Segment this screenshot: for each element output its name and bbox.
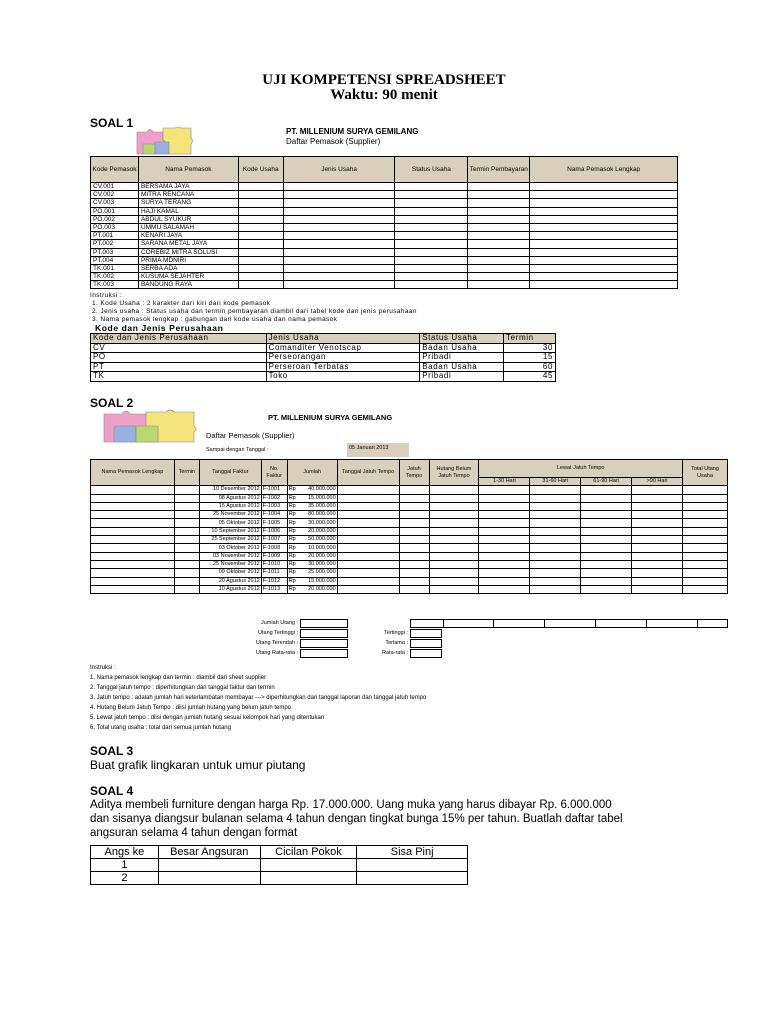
summary-total-row	[410, 619, 728, 628]
table-row: 15 Agustus 2012 F-1003 Rp 35.000.000	[91, 502, 728, 510]
summary-right-cell	[410, 639, 442, 648]
soal4-text: Aditya membeli furniture dengan harga Rp. 17.000.000. Uang muka yang harus dibayar Rp. 6.000.000 dan sisanya diangsur bulanan selama 4 tahun dengan tingkat bunga 15% per tahun. Buatlah daftar tabel angsuran selama 4 tahun dengan format	[90, 799, 623, 839]
col-kode-pemasok: Kode Pemasok	[91, 157, 139, 183]
soal1-instruksi-1: 1. Kode Usaha : 2 karakter dari kiri dari kode pemasok	[92, 300, 271, 307]
col-jenis-usaha: Jenis Usaha	[283, 157, 395, 183]
summary-label: Utang Rata-rata :	[255, 650, 298, 656]
table-row: 2	[91, 872, 468, 885]
table-row: 05 Oktober 2012 F-1005 Rp 30.000.000	[91, 519, 728, 527]
table-row: CV.003 SURYA TERANG	[91, 199, 678, 207]
ref-row: PT Perseroan Terbatas Badan Usaha 60	[91, 362, 556, 372]
table-row: 09 Oktober 2012 F-1011 Rp 25.000.000	[91, 569, 728, 577]
table-row: CV.001 BERSAMA JAYA	[91, 183, 678, 191]
summary-label: Utang Tertinggi :	[258, 630, 298, 636]
supplier-table-header	[91, 157, 678, 183]
table-row: 03 Oktober 2012 F-1008 Rp 10.000.000	[91, 544, 728, 552]
table-row: PT.002 SARANA METAL JAYA	[91, 240, 678, 248]
installment-table-header: Angs ke Besar Angsuran Cicilan Pokok Sisa Pinj	[91, 846, 468, 859]
debt-table-header: Nama Pemasok Lengkap Termin Tanggal Faktur No. Faktur Jumlah Tanggal Jatuh Tempo Jatuh Tempo Hutang Belum Jatuh Tempo Lewat Jatuh Tempo Total Utang Usaha	[91, 460, 728, 478]
soal1-instruksi-3: 3. Nama pemasok lengkap : gabungan dari kode usaha dan nama pemasok	[92, 316, 338, 323]
installment-table	[90, 845, 468, 885]
ref-table-header: Kode dan Jenis Perusahaan Jenis Usaha Status Usaha Termin	[91, 334, 556, 344]
soal2-instruksi-6: 6. Total utang usaha : total dari semua jumlah hutang	[90, 725, 231, 731]
ref-table-title: Kode dan Jenis Perusahaan	[95, 323, 224, 333]
table-row: 10 Agustus 2012 F-1013 Rp 20.000.000	[91, 585, 728, 593]
report-date-label: Sampai dengan Tanggal :	[206, 447, 269, 453]
table-row: CV.002 MITRA RENCANA	[91, 191, 678, 199]
soal2-list-title: Daftar Pemasok (Supplier)	[206, 431, 295, 440]
table-row: TK.003 BANDUNG RAYA	[91, 281, 678, 289]
ref-row: PO Perseorangan Pribadi 15	[91, 353, 556, 363]
summary-right-cell	[410, 649, 442, 658]
soal1-list-title: Daftar Pemasok (Supplier)	[286, 137, 381, 146]
soal2-label: SOAL 2	[90, 396, 134, 410]
soal1-label: SOAL 1	[90, 116, 134, 130]
ref-table	[90, 333, 556, 382]
table-row: PO.003 UMMU SALAMAH	[91, 223, 678, 231]
supplier-table	[90, 156, 678, 289]
table-row: PO.002 ABDUL SYUKUR	[91, 215, 678, 223]
soal2-instruksi-2: 2. Tanggal jatuh tempo : diperhitungkan dari tanggal faktur dan termin	[90, 685, 275, 691]
soal1-company: PT. MILLENIUM SURYA GEMILANG	[286, 127, 419, 136]
puzzle-icon	[100, 408, 200, 444]
col-nama-lengkap: Nama Pemasok Lengkap	[530, 157, 678, 183]
summary-cell	[300, 619, 348, 628]
soal2-instruksi-title: Instruksi :	[90, 665, 116, 671]
table-row: 25 September 2012 F-1007 Rp 50.000.000	[91, 536, 728, 544]
summary-right-label: Terlama :	[385, 640, 408, 646]
table-row: PO.001 HAJI KAMAL	[91, 207, 678, 215]
table-row: 03 November 2012 F-1009 Rp 20.000.000	[91, 552, 728, 560]
summary-label: Utang Terendah :	[255, 640, 298, 646]
soal2-instruksi-5: 5. Lewat jatuh tempo : diisi dengan jumlah hutang sesuai kelompok hari yang ditentukan	[90, 715, 325, 721]
table-row: 10 Desember 2012 F-1001 Rp 40.000.000	[91, 486, 728, 494]
soal3-label: SOAL 3	[90, 744, 134, 758]
page-subtitle: Waktu: 90 menit	[330, 87, 438, 103]
soal2-company: PT. MILLENIUM SURYA GEMILANG	[268, 413, 393, 422]
page-title: UJI KOMPETENSI SPREADSHEET	[262, 72, 506, 88]
table-row: 1	[91, 859, 468, 872]
table-row: PT.004 PRIMA MDNIRI	[91, 256, 678, 264]
table-row: TK.001 SERBA ADA	[91, 264, 678, 272]
soal4-label: SOAL 4	[90, 784, 134, 798]
summary-right-label: Tertinggi :	[384, 630, 408, 636]
soal1-instruksi-2: 2. Jenis usaha : Status usaha dan termin pembayaran diambil dari tabel kode dan jenis perusahaan	[92, 308, 417, 315]
table-row: PT.003 COREBIZ MITRA SOLUSI	[91, 248, 678, 256]
soal2-instruksi-3: 3. Jatuh tempo : adalah jumlah hari keterlambatan membayar ---> diperhitungkan dari tanggal laporan dan tanggal jatuh tempo	[90, 695, 427, 701]
table-row: TK.002 KUSUMA SEJAHTER	[91, 273, 678, 281]
table-row: 25 November 2012 F-1004 Rp 80.000.000	[91, 511, 728, 519]
col-kode-usaha: Kode Usaha	[238, 157, 283, 183]
col-nama-pemasok: Nama Pemasok	[138, 157, 238, 183]
soal3-text: Buat grafik lingkaran untuk umur piutang	[90, 758, 306, 772]
table-row: PT.001 KENARI JAYA	[91, 232, 678, 240]
puzzle-icon	[135, 126, 195, 156]
table-row: 25 November 2012 F-1010 Rp 30.000.000	[91, 560, 728, 568]
col-termin: Termin Pembayaran	[468, 157, 530, 183]
soal2-instruksi-4: 4. Hutang Belum Jatuh Tempo : diisi jumlah hutang yang belum jatuh tempo	[90, 705, 292, 711]
summary-label: Jumlah Utang :	[261, 620, 298, 626]
soal2-instruksi-1: 1. Nama pemasok lengkap dan termin : diambil dari sheet supplier	[90, 675, 267, 681]
col-status-usaha: Status Usaha	[395, 157, 468, 183]
debt-table-subheader: 1-30 Hari 31-60 Hari 61-90 Hari >90 Hari	[91, 478, 728, 486]
debt-table	[90, 459, 728, 594]
ref-row: CV Comanditer Venotscap Badan Usaha 30	[91, 343, 556, 353]
table-row: 10 September 2012 F-1006 Rp 20.000.000	[91, 527, 728, 535]
ref-row: TK Toko Pribadi 45	[91, 372, 556, 382]
soal1-instruksi-title: Instruksi :	[90, 292, 123, 299]
table-row: 20 Agustus 2012 F-1012 Rp 15.000.000	[91, 577, 728, 585]
table-row: 08 Agustus 2012 F-1002 Rp 15.000.000	[91, 494, 728, 502]
summary-right-cell	[410, 629, 442, 638]
report-date-value: 05 Januari 2013	[347, 443, 409, 457]
summary-right-label: Rata-rata :	[382, 650, 408, 656]
